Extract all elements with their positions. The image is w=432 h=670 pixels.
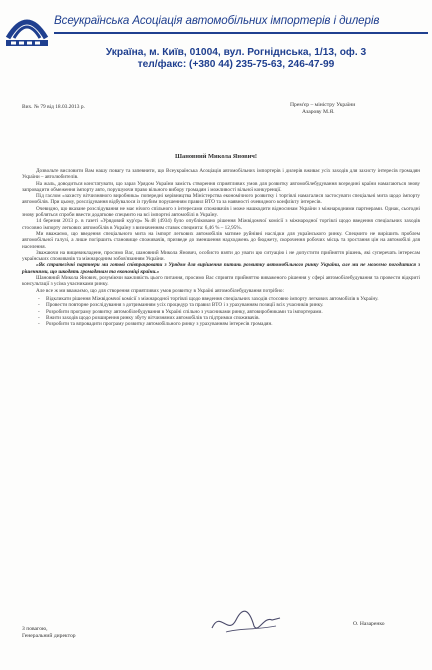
body-paragraph: 14 березня 2013 р. в газеті «Урядовий кур'єр» №48 (4934) було опубліковано рішення Міжвідомчої комісії з міжнародної торгівлі щодо введення спеціальних заходів стосовно імпорту легкових автомобілів в Україну з визначенням ставок спецмита: 6,46 % – 12,95%. [22,218,420,231]
salutation: Шановний Микола Янович! [174,153,258,160]
address-line: Україна, м. Київ, 01004, вул. Рогніднська, 1/13, оф. 3 [105,47,367,58]
body-paragraph: Ми вважаємо, що введення спеціального мита на імпорт легкових автомобілів матиме руйнівні наслідки для українського ринку. Спецмито не вирішить проблем автомобільної галузі, а лише погіршить становище споживачів, призведе до зменшення надходжень до бюджету, скорочення робочих місць та зростання цін на автомобілі для населення. [22,230,420,250]
body-paragraph: Зважаючи на вищевикладене, просимо Вас, шановний Микола Янович, особисто взяти до уваги цю ситуацію і не допустити прийняття рішень, які суперечать інтересам українських споживачів та міжнародним зобов'язанням України. [22,249,420,263]
phone-fax-line: тел/факс: (+380 44) 235-75-63, 246-47-99 [137,58,335,70]
list-item: - Провести повторне розслідування з дотриманням усіх процедур та правил ВТО і з урахуванням позиції всіх учасників ринку. [46,302,420,308]
organization-name: Всеукраїнська Асоціація автомобільних імпортерів і дилерів [54,14,380,27]
addressee-name: Азарову М.Я. [302,109,335,115]
signer-name: О. Назаренко [353,621,385,627]
letter-body [22,168,420,327]
list-item: - Розробити та впровадити програму розвитку автомобільного ринку з урахуванням інтересів громадян. [46,321,420,327]
body-paragraph: На жаль, доводиться констатувати, що зараз Урядом України замість створення сприятливих умов для розвитку автомобілебудування всередині країни намагаються знову запровадити обмеження імпорту авто, порушуючи право вільного вибору громадян і можливості вільної конкуренції. [22,180,420,193]
proposals-list [22,296,420,327]
body-paragraph: Дозвольте висловити Вам нашу повагу та запевнити, що Всеукраїнська Асоціація автомобільних імпортерів і дилерів вживає усіх заходів для захисту інтересів громадян України – автолюбителів. [22,168,420,181]
signer-position: Генеральний директор [22,633,76,639]
association-logo-icon [4,4,50,48]
addressee-block [290,102,355,116]
outgoing-number: Вих. № 79 від 18.03.2013 р. [22,104,85,110]
closing-phrase: З повагою, [22,626,48,632]
highlighted-paragraph: «Як стратегічні партнери ми готові співпрацювати з Урядом для вирішення питань розвитку автомобільного ринку України, але ми не можемо погодитися з рішеннями, що шкодять громадянам та економіці країни.» [22,262,420,275]
handwritten-signature [206,606,286,638]
body-paragraph: Під гаслом «захисту вітчизняного виробника» попередні керівництва Міністерства економічного розвитку і торгівлі намагалися застосувати спеціальні мита щодо імпорту автомобілів. При цьому, розслідування відбувалося із грубим порушенням правил ВТО та за наявності очевидного конфлікту інтересів. [22,193,420,206]
signature-position-block [22,626,76,640]
list-item: - Вжити заходів щодо розширення ринку збуту вітчизняних автомобілів та підтримки споживачів. [46,315,420,321]
body-paragraph: Шановний Микола Янович, розуміючи важливість цього питання, просимо Вас сприяти прийняттю виваженого рішення у сфері автомобілебудування та провести відкриті консультації з усіма учасниками ринку. [22,275,420,288]
organization-address [40,47,432,70]
addressee-title: Прем'єр – міністру України [290,102,356,108]
body-paragraph: Очевидно, що вказане розслідування не має нічого спільного з інтересами споживачів і може нашкодити відносинам України з міжнародними партнерами. Однак, сьогодні знову робляться спроби ввести додаткове спецмито на всі імпортні автомобілі в Україну. [22,205,420,219]
list-item: - Відкликати рішення Міжвідомчої комісії з міжнародної торгівлі щодо введення спеціальних заходів стосовно імпорту легкових автомобілів в Україну. [46,296,420,302]
body-paragraph: Але все ж ми вважаємо, що для створення сприятливих умов розвитку в Україні автомобілебудування потрібно: [36,287,284,294]
header-divider [54,32,428,34]
list-item: - Розробити програму розвитку автомобілебудування в Україні спільно з учасниками ринку, автовиробниками та імпортерами. [46,309,420,315]
